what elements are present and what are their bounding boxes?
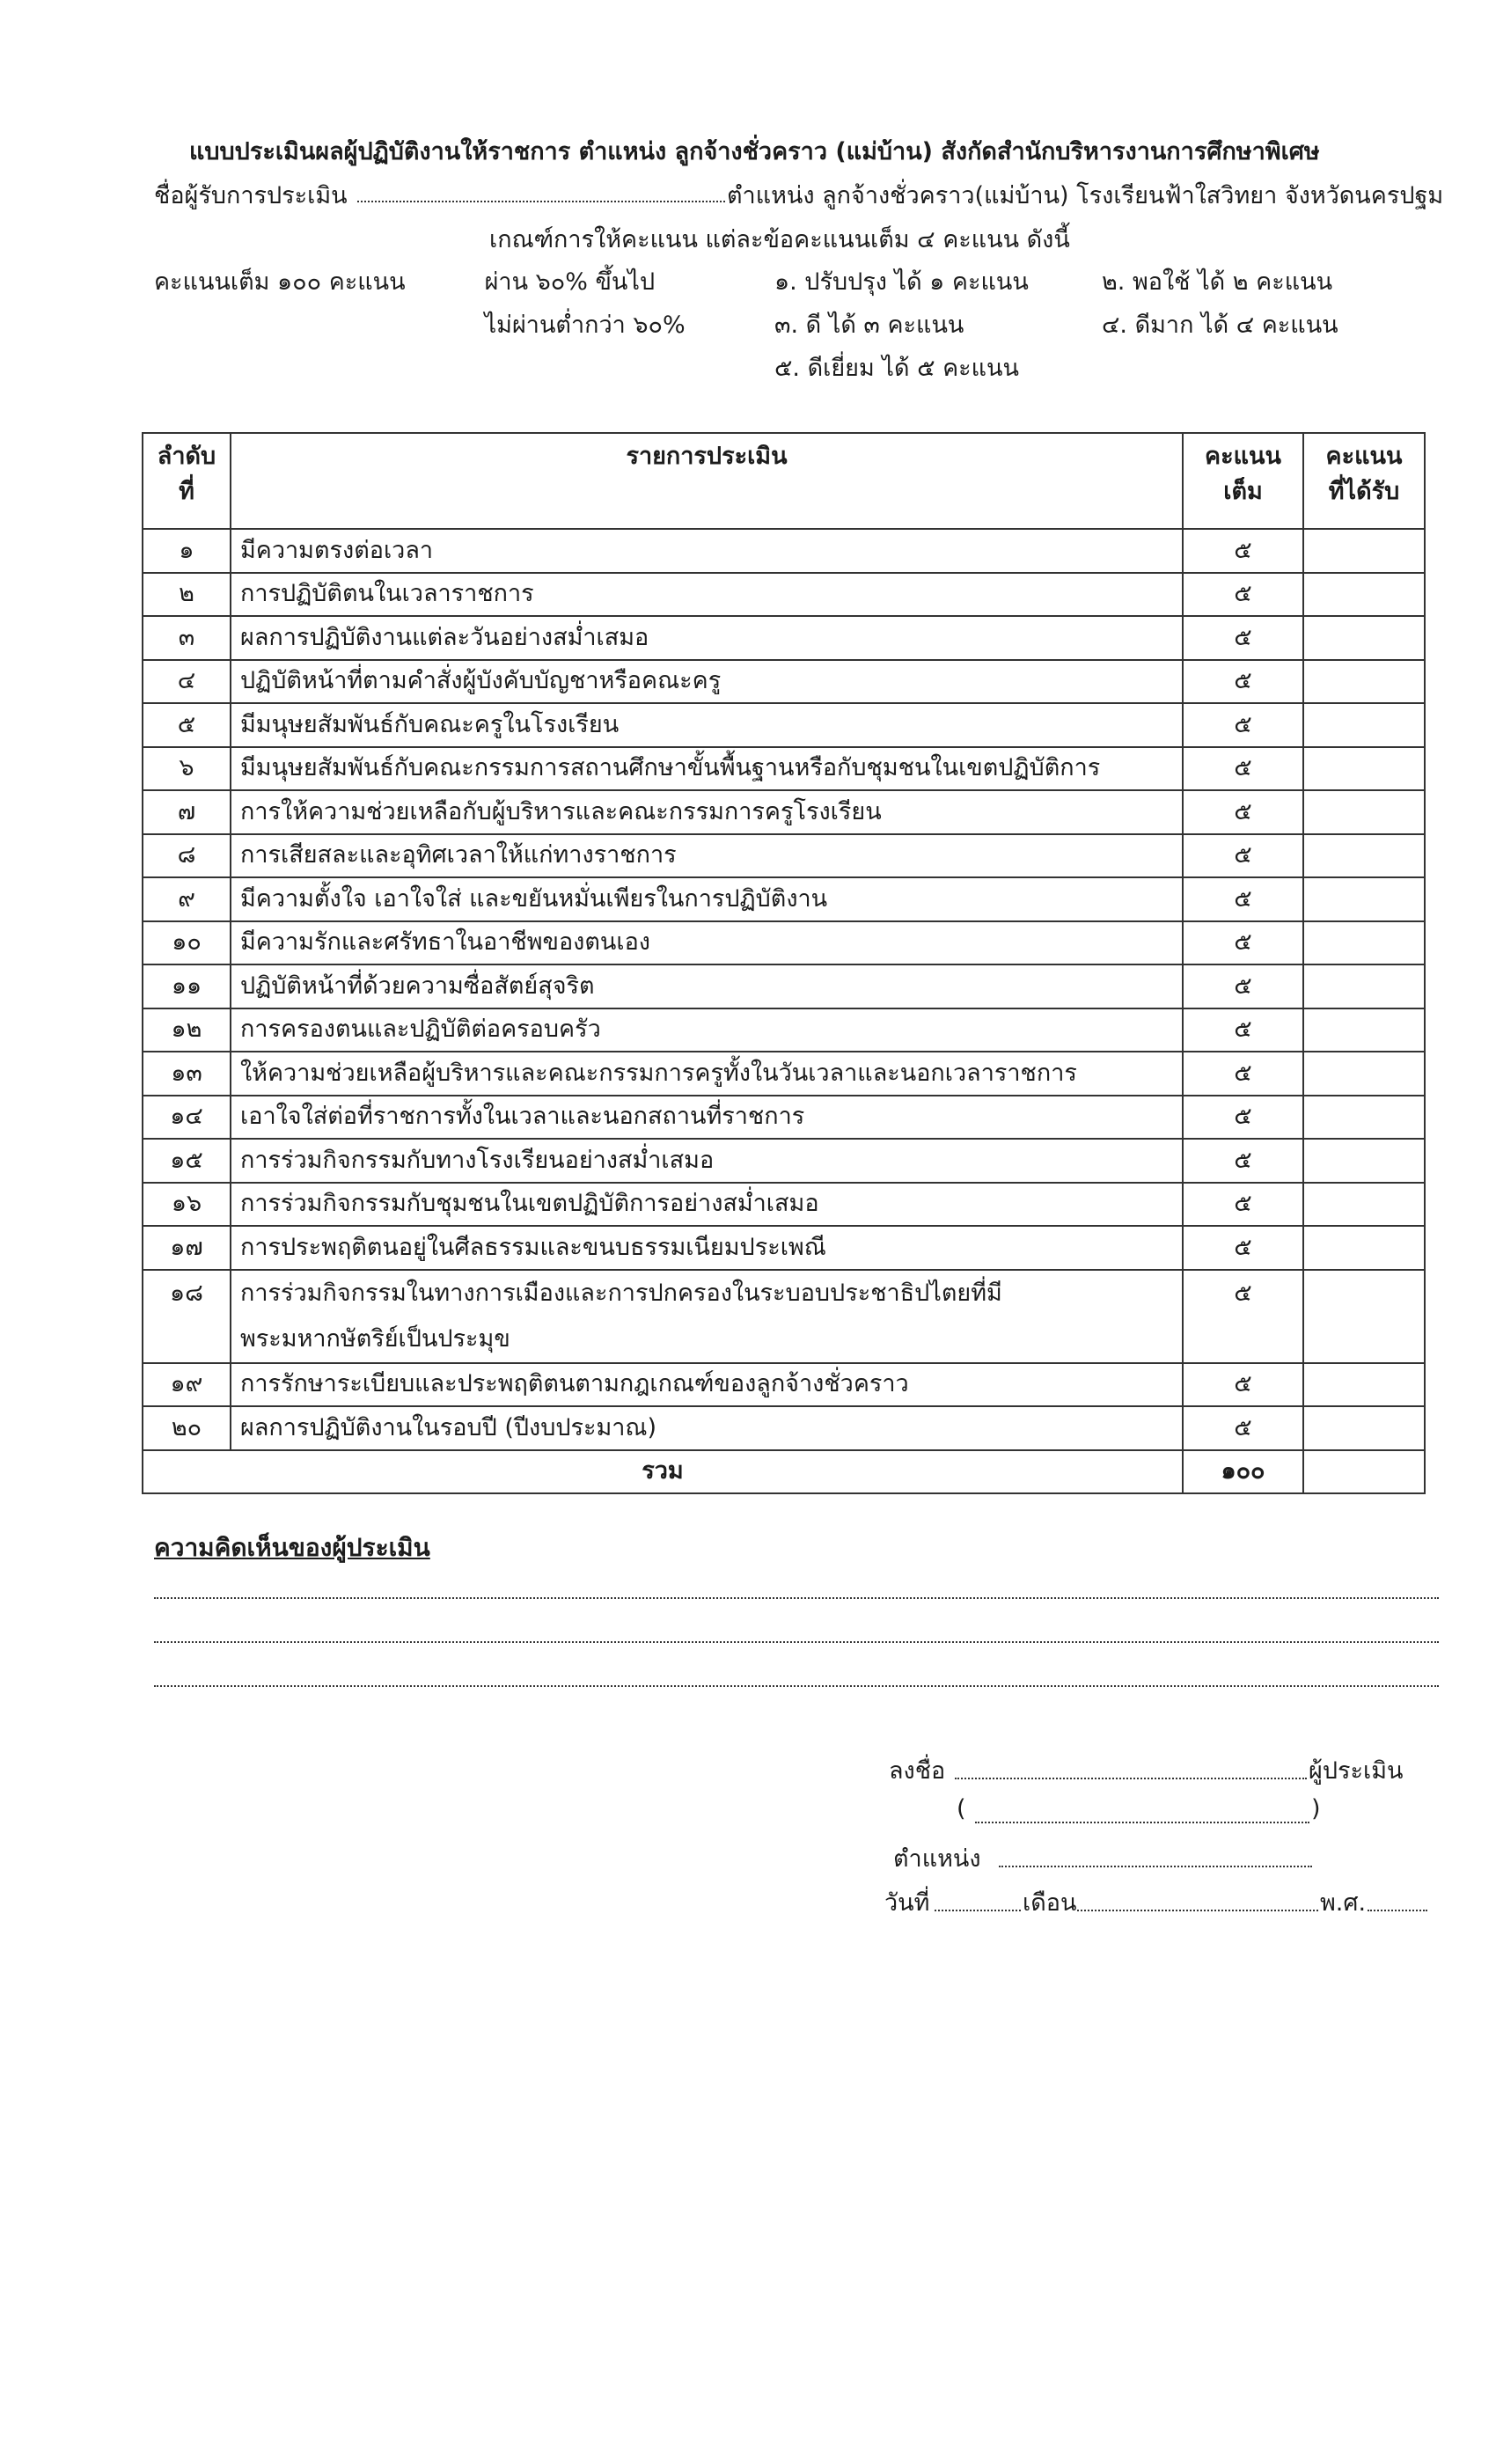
table-row: ๑๘ การร่วมกิจกรรมในทางการเมืองและการปกครองในระบอบประชาธิปไตยที่มี พระมหากษัตริย์เป็นประมุข ๕: [143, 1270, 1425, 1363]
score-cell[interactable]: [1303, 1139, 1425, 1183]
evaluation-table: [142, 432, 1426, 1494]
evaluator-position-field[interactable]: [999, 1866, 1312, 1867]
table-row: ๑ มีความตรงต่อเวลา ๕: [143, 529, 1425, 573]
table-row: ๑๑ ปฏิบัติหน้าที่ด้วยความซื่อสัตย์สุจริต ๕: [143, 964, 1425, 1008]
score-cell[interactable]: [1303, 1226, 1425, 1270]
table-row: ๘ การเสียสละและอุทิศเวลาให้แก่ทางราชการ ๕: [143, 834, 1425, 878]
full-score-text: คะแนนเต็ม ๑๐๐ คะแนน: [154, 268, 406, 296]
open-paren: (: [957, 1795, 966, 1822]
comment-line-3[interactable]: [154, 1685, 1439, 1687]
year-label: พ.ศ.: [1320, 1889, 1367, 1917]
score-cell[interactable]: [1303, 964, 1425, 1008]
evaluator-name-field[interactable]: [975, 1822, 1309, 1823]
month-field[interactable]: [1077, 1910, 1318, 1911]
table-row: ๑๖ การร่วมกิจกรรมกับชุมชนในเขตปฏิบัติการอย่างสม่ำเสมอ ๕: [143, 1183, 1425, 1227]
table-row: ๑๒ การครองตนและปฏิบัติต่อครอบครัว ๕: [143, 1008, 1425, 1052]
comment-line-2[interactable]: [154, 1641, 1439, 1643]
score-cell[interactable]: [1303, 921, 1425, 965]
score-cell[interactable]: [1303, 1183, 1425, 1227]
table-row: ๙ มีความตั้งใจ เอาใจใส่ และขยันหมั่นเพียรในการปฏิบัติงาน ๕: [143, 877, 1425, 921]
level-3: ๓. ดี ได้ ๓ คะแนน: [774, 312, 964, 339]
score-cell[interactable]: [1303, 573, 1425, 617]
total-label: รวม: [143, 1450, 1183, 1494]
score-cell[interactable]: [1303, 1052, 1425, 1096]
table-row: ๒ การปฏิบัติตนในเวลาราชการ ๕: [143, 573, 1425, 617]
table-row: ๑๓ ให้ความช่วยเหลือผู้บริหารและคณะกรรมการครูทั้งในวันเวลาและนอกเวลาราชการ ๕: [143, 1052, 1425, 1096]
total-max: ๑๐๐: [1183, 1450, 1303, 1494]
close-paren: ): [1311, 1795, 1321, 1822]
score-cell[interactable]: [1303, 834, 1425, 878]
signature-field[interactable]: [955, 1778, 1307, 1779]
table-row: ๒๐ ผลการปฏิบัติงานในรอบปี (ปีงบประมาณ) ๕: [143, 1406, 1425, 1450]
score-cell[interactable]: [1303, 790, 1425, 834]
level-5: ๕. ดีเยี่ยม ได้ ๕ คะแนน: [774, 355, 1019, 382]
table-header-row: [143, 433, 1425, 529]
level-4: ๔. ดีมาก ได้ ๔ คะแนน: [1102, 312, 1338, 339]
pass-label: ผ่าน ๖๐% ขึ้นไป: [484, 268, 656, 296]
score-cell[interactable]: [1303, 529, 1425, 573]
fail-option: [447, 305, 686, 343]
table-row: ๑๔ เอาใจใส่ต่อที่ราชการทั้งในเวลาและนอกสถานที่ราชการ ๕: [143, 1096, 1425, 1140]
score-cell[interactable]: [1303, 660, 1425, 704]
date-label: วันที่: [884, 1889, 930, 1917]
score-cell[interactable]: [1303, 1096, 1425, 1140]
pass-option: [447, 262, 655, 300]
table-row: ๑๙ การรักษาระเบียบและประพฤติตนตามกฎเกณฑ์ของลูกจ้างชั่วคราว ๕: [143, 1363, 1425, 1407]
level-2: ๒. พอใช้ ได้ ๒ คะแนน: [1102, 268, 1333, 296]
sign-label: ลงชื่อ: [889, 1757, 946, 1785]
evaluatee-name-field[interactable]: [357, 201, 725, 202]
total-row: [143, 1450, 1425, 1494]
position-text: ตำแหน่ง ลูกจ้างชั่วคราว(แม่บ้าน) โรงเรียนฟ้าใสวิทยา จังหวัดนครปฐม: [727, 182, 1444, 209]
criteria-line: เกณฑ์การให้คะแนน แต่ละข้อคะแนนเต็ม ๔ คะแนน ดังนี้: [489, 226, 1070, 253]
table-row: ๑๐ มีความรักและศรัทธาในอาชีพของตนเอง ๕: [143, 921, 1425, 965]
header-max-score: คะแนน เต็ม: [1183, 433, 1303, 529]
year-field[interactable]: [1368, 1910, 1427, 1911]
fail-label: ไม่ผ่านต่ำกว่า ๖๐%: [484, 312, 686, 339]
score-cell[interactable]: [1303, 1406, 1425, 1450]
fail-checkbox[interactable]: [447, 313, 477, 340]
total-received-cell[interactable]: [1303, 1450, 1425, 1494]
table-row: ๓ ผลการปฏิบัติงานแต่ละวันอย่างสม่ำเสมอ ๕: [143, 616, 1425, 660]
score-cell[interactable]: [1303, 703, 1425, 747]
score-cell[interactable]: [1303, 1270, 1425, 1363]
score-cell[interactable]: [1303, 1008, 1425, 1052]
header-received-score: คะแนน ที่ได้รับ: [1303, 433, 1425, 529]
score-cell[interactable]: [1303, 877, 1425, 921]
score-cell[interactable]: [1303, 1363, 1425, 1407]
form-title: แบบประเมินผลผู้ปฏิบัติงานให้ราชการ ตำแหน่ง ลูกจ้างชั่วคราว (แม่บ้าน) สังกัดสำนักบริหารงานการศึกษาพิเศษ: [189, 138, 1320, 165]
score-cell[interactable]: [1303, 616, 1425, 660]
table-row: ๑๕ การร่วมกิจกรรมกับทางโรงเรียนอย่างสม่ำเสมอ ๕: [143, 1139, 1425, 1183]
month-label: เดือน: [1023, 1889, 1077, 1917]
table-row: ๔ ปฏิบัติหน้าที่ตามคำสั่งผู้บังคับบัญชาหรือคณะครู ๕: [143, 660, 1425, 704]
table-row: ๕ มีมนุษยสัมพันธ์กับคณะครูในโรงเรียน ๕: [143, 703, 1425, 747]
comment-line-1[interactable]: [154, 1597, 1439, 1599]
level-1: ๑. ปรับปรุง ได้ ๑ คะแนน: [774, 268, 1029, 296]
table-row: ๖ มีมนุษยสัมพันธ์กับคณะกรรมการสถานศึกษาขั้นพื้นฐานหรือกับชุมชนในเขตปฏิบัติการ ๕: [143, 747, 1425, 791]
table-row: ๑๗ การประพฤติตนอยู่ในศีลธรรมและขนบธรรมเนียมประเพณี ๕: [143, 1226, 1425, 1270]
header-no: ลำดับ ที่: [143, 433, 231, 529]
pass-checkbox[interactable]: [447, 270, 477, 297]
evaluator-label: ผู้ประเมิน: [1309, 1757, 1404, 1785]
comments-heading: ความคิดเห็นของผู้ประเมิน: [154, 1533, 430, 1562]
position-label: ตำแหน่ง: [893, 1845, 981, 1873]
evaluatee-label: ชื่อผู้รับการประเมิน: [154, 182, 348, 209]
score-cell[interactable]: [1303, 747, 1425, 791]
day-field[interactable]: [935, 1910, 1021, 1911]
table-row: ๗ การให้ความช่วยเหลือกับผู้บริหารและคณะกรรมการครูโรงเรียน ๕: [143, 790, 1425, 834]
header-item: รายการประเมิน: [231, 433, 1183, 529]
